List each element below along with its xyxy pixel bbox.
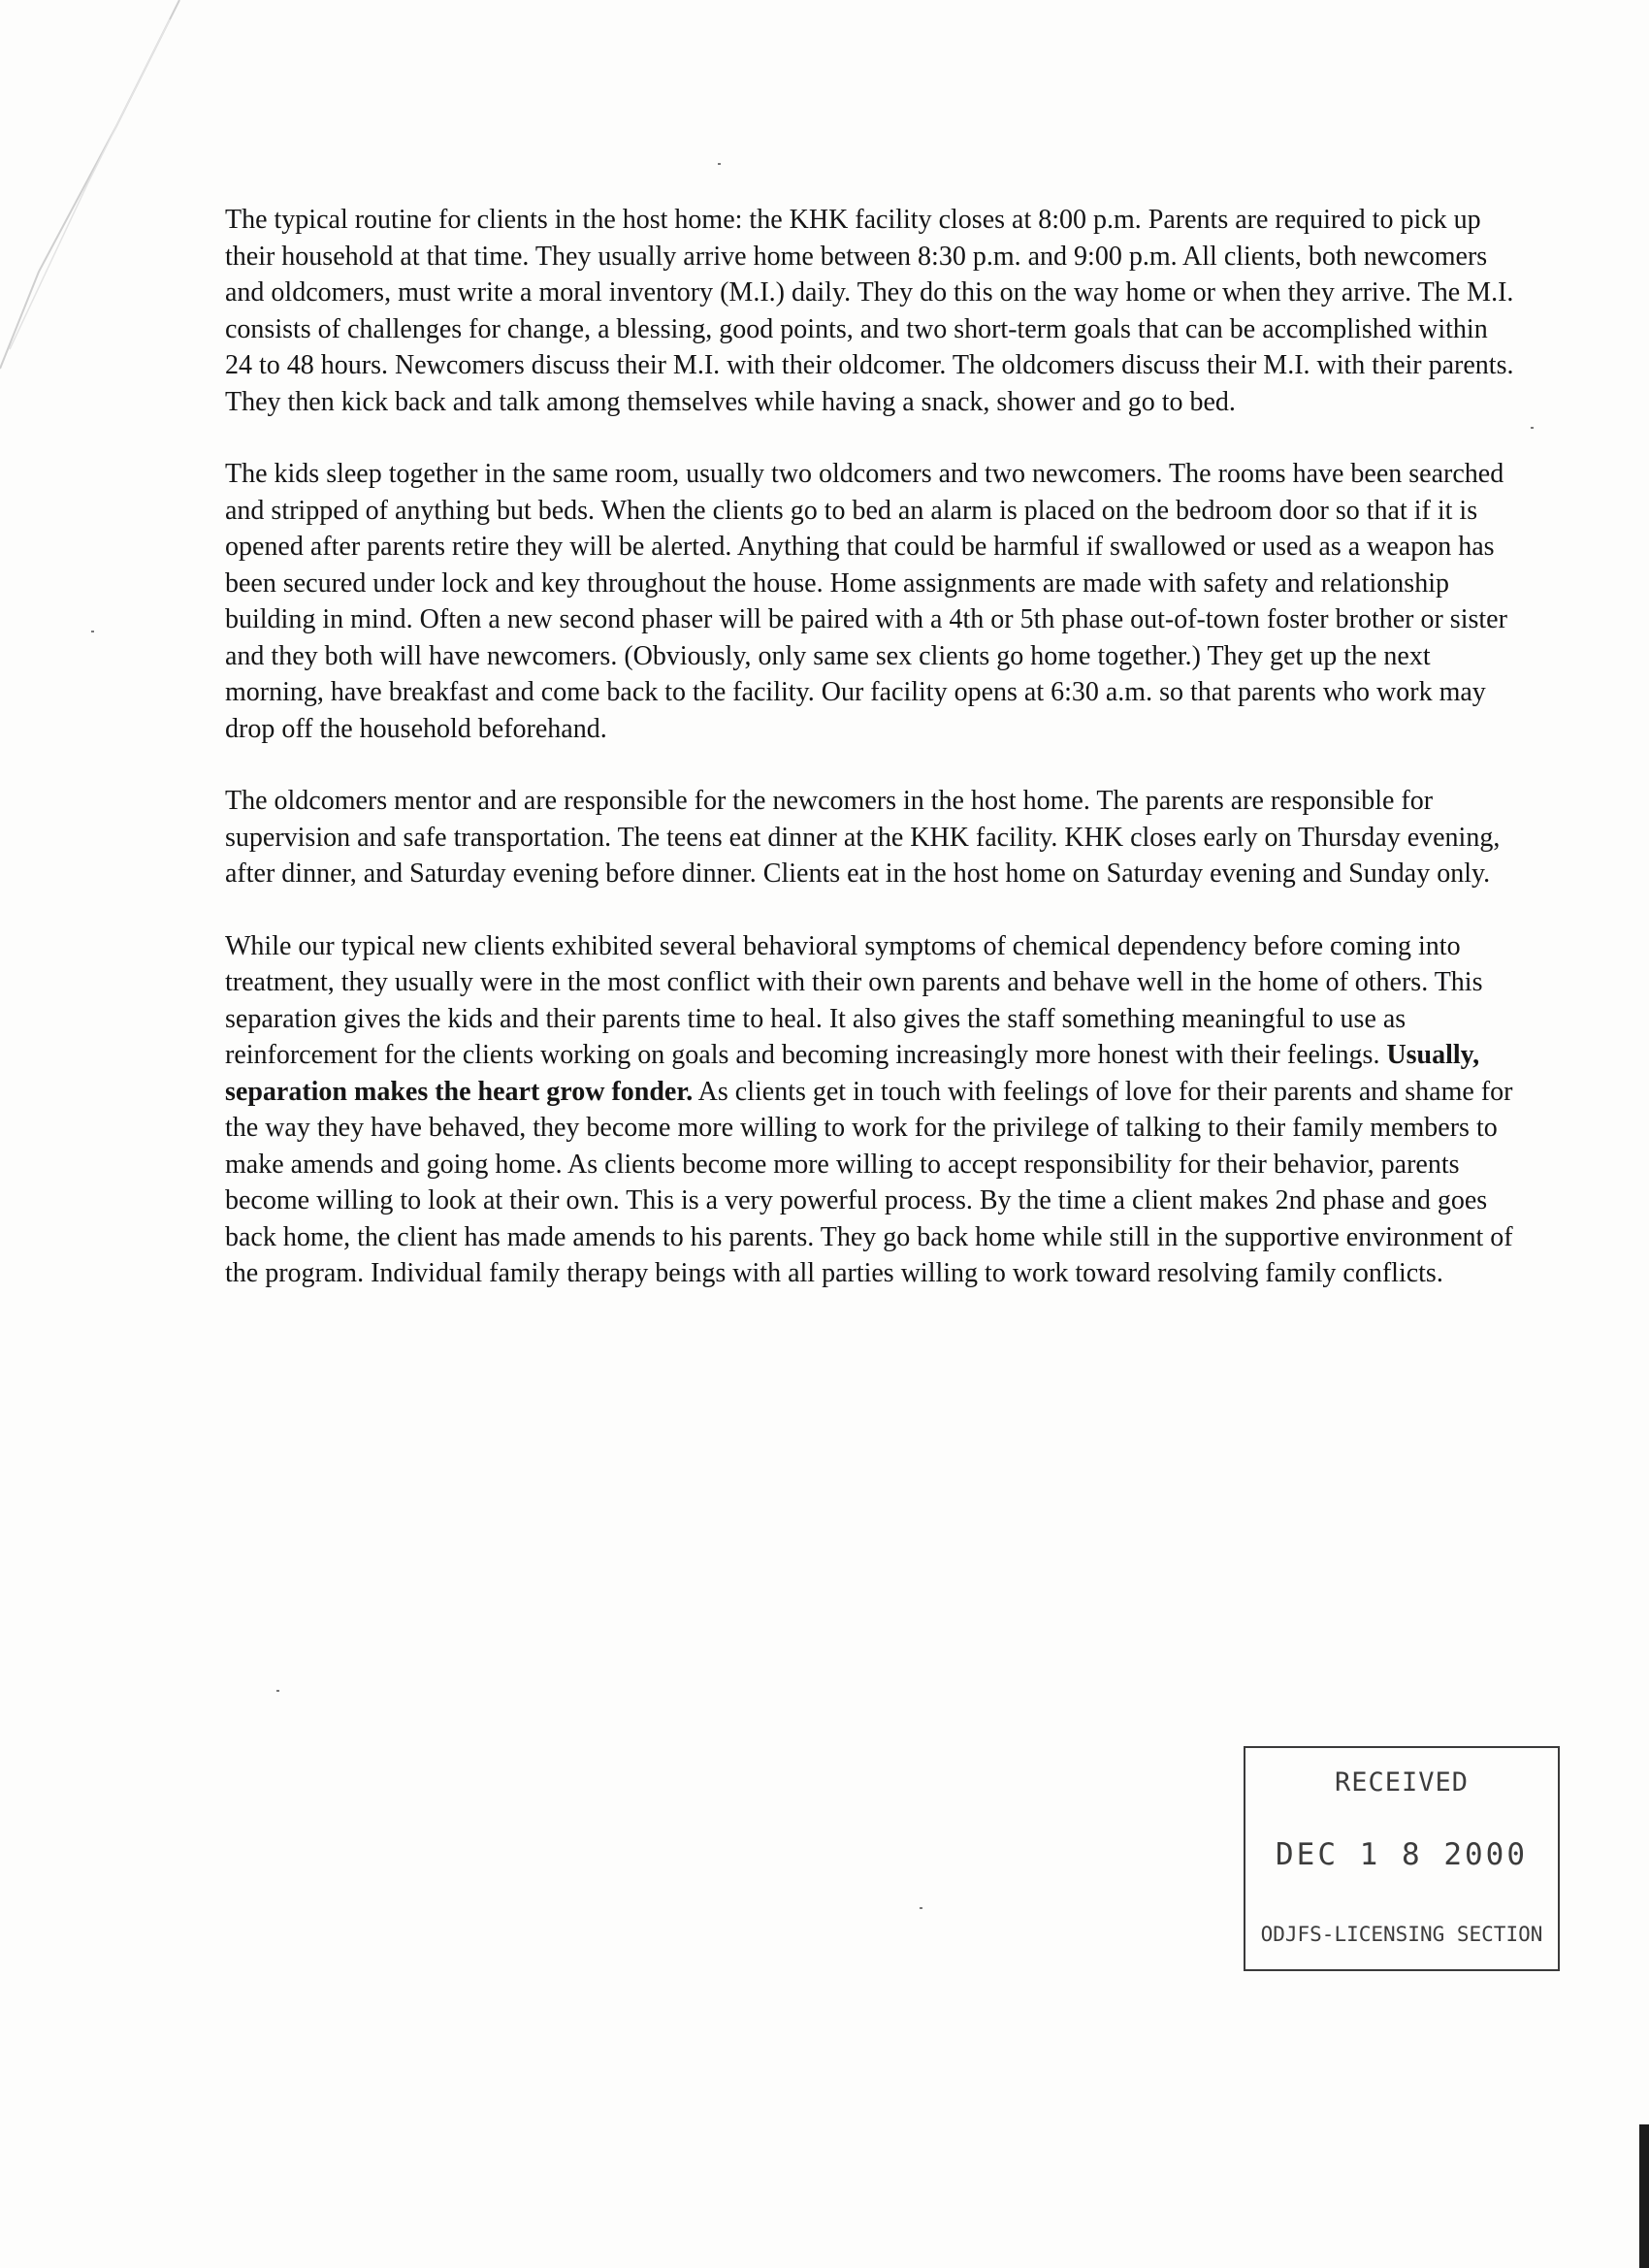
scan-speck	[718, 163, 721, 165]
stamp-date: DEC 1 8 2000	[1276, 1837, 1528, 1872]
scan-speck	[276, 1690, 279, 1692]
scan-speck	[1531, 427, 1534, 429]
scan-edge-mark	[1639, 2124, 1649, 2268]
stamp-received-label: RECEIVED	[1334, 1767, 1470, 1798]
scan-speck	[91, 631, 94, 632]
paper-fold-mark	[0, 0, 223, 407]
paragraph-separation	[225, 928, 1515, 1292]
received-stamp	[1244, 1746, 1560, 1971]
paragraph-separation-text-start: While our typical new clients exhibited several behavioral symptoms of chemical dependency before coming into treatment, they usually were in the most conflict with their own parents and behave well in the home of others. This separation gives the kids and their parents time to heal. It also gives the staff something meaningful to use as reinforcement for the clients working on goals and becoming increasingly more honest with their feelings.	[225, 930, 1483, 1070]
paragraph-mentoring: The oldcomers mentor and are responsible for the newcomers in the host home. The parents are responsible for supervision and safe transportation. The teens eat dinner at the KHK facility. KHK closes early on Thursday evening, after dinner, and Saturday evening before dinner. Clients eat in the host home on Saturday evening and Sunday only.	[225, 786, 1501, 889]
scan-speck	[920, 1907, 922, 1909]
paragraph-sleeping-arrangements: The kids sleep together in the same room, usually two oldcomers and two newcomers. The rooms have been searched and stripped of anything but beds. When the clients go to bed an alarm is placed on the bedroom door so that if it is opened after parents retire they will be alerted. Anything that could be harmful if swallowed or used as a weapon has been secured under lock and key throughout the house. Home assignments are made with safety and relationship building in mind. Often a new second phaser will be paired with a 4th or 5th phase out-of-town foster brother or sister and they both will have newcomers. (Obviously, only same sex clients go home together.) They get up the next morning, have breakfast and come back to the facility. Our facility opens at 6:30 a.m. so that parents who work may drop off the household beforehand.	[225, 459, 1507, 744]
paragraph-separation-text-end: As clients get in touch with feelings of love for their parents and shame for the way they have behaved, they become more willing to work for the privilege of talking to their family members to make amends and going home. As clients become more willing to accept responsibility for their behavior, parents become willing to look at their own. This is a very powerful process. By the time a client makes 2nd phase and goes back home, the client has made amends to his parents. They go back home while still in the supportive environment of the program. Individual family therapy beings with all parties willing to work toward resolving family conflicts.	[225, 1076, 1513, 1288]
stamp-section-label: ODJFS-LICENSING SECTION	[1260, 1923, 1543, 1946]
paragraph-separation-bold-phrase: Usually, separation makes the heart grow fonder.	[225, 1040, 1480, 1107]
paragraph-host-home-routine: The typical routine for clients in the host home: the KHK facility closes at 8:00 p.m. Parents are required to pick up their household at that time. They usually arrive home between 8:30 p.m. and 9:00 p.m. All clients, both newcomers and oldcomers, must write a moral inventory (M.I.) daily. They do this on the way home or when they arrive. The M.I. consists of challenges for change, a blessing, good points, and two short-term goals that can be accomplished within 24 to 48 hours. Newcomers discuss their M.I. with their oldcomer. The oldcomers discuss their M.I. with their parents. They then kick back and talk among themselves while having a snack, shower and go to bed.	[225, 205, 1514, 417]
letter-body	[225, 202, 1515, 1328]
